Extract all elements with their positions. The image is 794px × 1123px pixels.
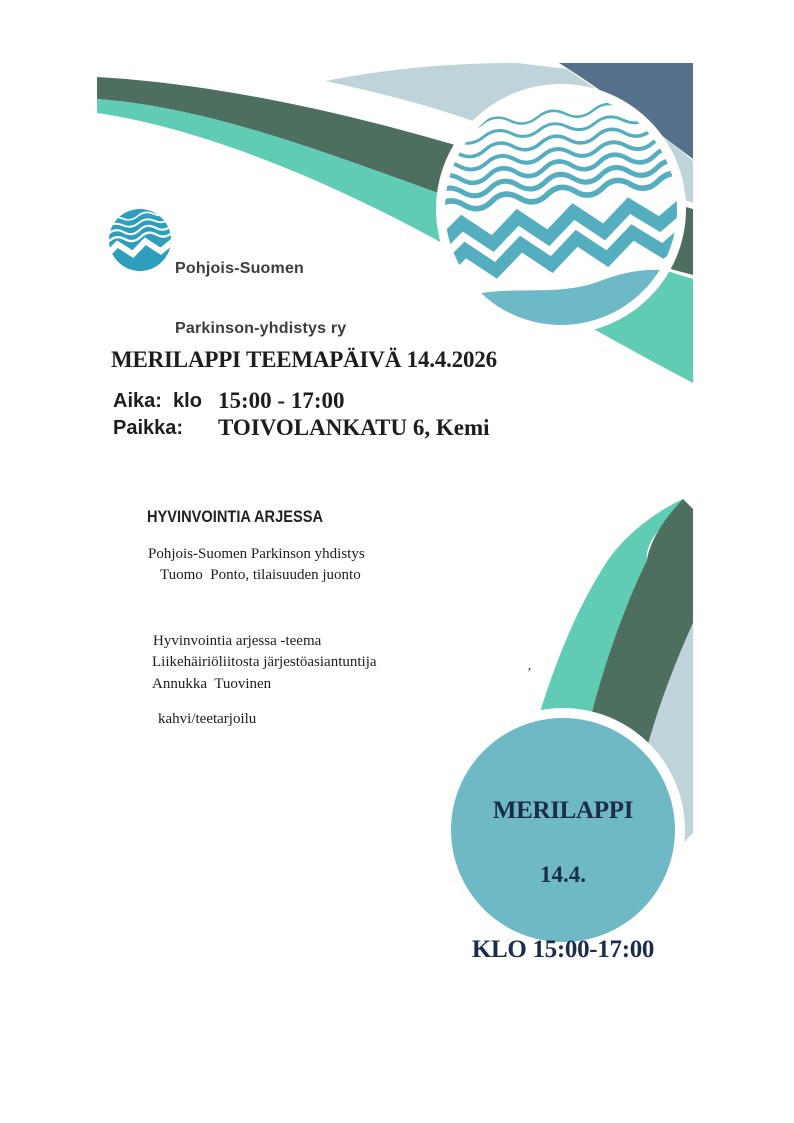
program-line: Tuomo Ponto, tilaisuuden juonto (160, 567, 361, 583)
badge-event-date: 14.4. (540, 862, 586, 887)
program-heading: HYVINVOINTIA ARJESSA (147, 507, 324, 526)
program-line: Pohjois-Suomen Parkinson yhdistys (148, 546, 365, 562)
stray-mark: ’ (527, 666, 532, 681)
time-value: 15:00 - 17:00 (218, 388, 345, 413)
logo-org-line1: Pohjois-Suomen (175, 260, 305, 277)
program-line: Liikehäiriöliitosta järjestöasiantuntija (152, 654, 377, 670)
page-title: MERILAPPI TEEMAPÄIVÄ 14.4.2026 (111, 347, 497, 372)
program-line: Annukka Tuovinen (152, 676, 272, 692)
flyer-image (97, 63, 693, 963)
program-line: Hyvinvointia arjessa -teema (153, 633, 322, 649)
event-badge-text (443, 762, 683, 998)
badge-event-time: KLO 15:00-17:00 (471, 936, 655, 963)
logo-icon (100, 209, 179, 271)
place-label: Paikka: (113, 417, 184, 439)
place-value: TOIVOLANKATU 6, Kemi (218, 415, 490, 440)
badge-event-name: MERILAPPI (492, 797, 634, 824)
logo-org-line2: Parkinson-yhdistys ry (175, 320, 347, 337)
program-line: kahvi/teetarjoilu (158, 711, 257, 727)
time-label: Aika: klo (113, 390, 202, 412)
